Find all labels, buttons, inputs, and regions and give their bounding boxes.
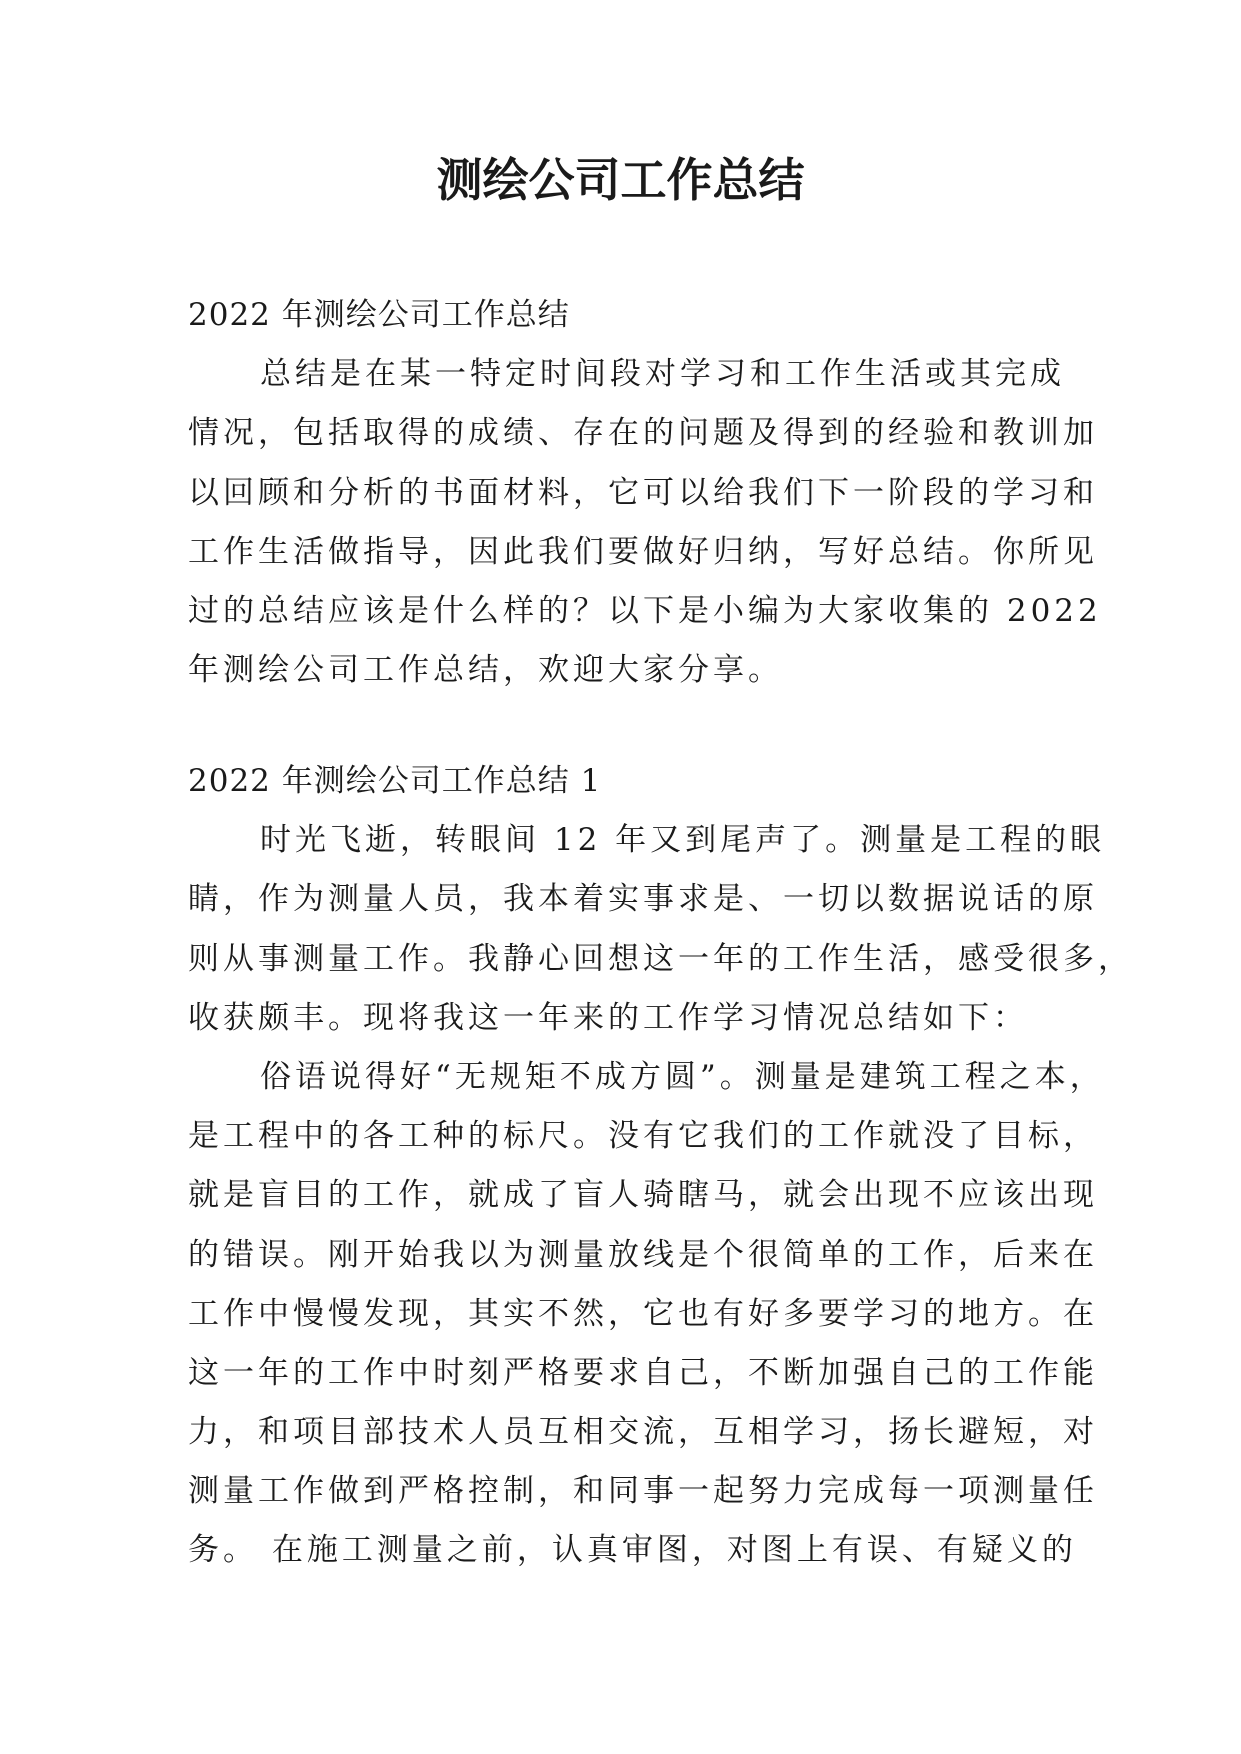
- section-1: [188, 752, 1133, 1581]
- paragraph-line: 工作生活做指导，因此我们要做好归纳，写好总结。你所见: [188, 533, 1098, 570]
- paragraph-line: 睛，作为测量人员，我本着实事求是、一切以数据说话的原: [188, 881, 1098, 918]
- section-1-paragraph-1: [188, 811, 1133, 1048]
- paragraph-line: 的错误。刚开始我以为测量放线是个很简单的工作，后来在: [188, 1236, 1098, 1273]
- section-1-heading: 2022 年测绘公司工作总结 1: [188, 763, 602, 799]
- paragraph-line: 时光飞逝，转眼间 12 年又到尾声了。测量是工程的眼: [260, 822, 1106, 859]
- section-1-paragraph-2: [188, 1048, 1105, 1581]
- paragraph-line: 工作中慢慢发现，其实不然，它也有好多要学习的地方。在: [188, 1295, 1098, 1332]
- paragraph-line: 年测绘公司工作总结，欢迎大家分享。: [188, 652, 783, 689]
- paragraph-line: 务。 在施工测量之前，认真审图，对图上有误、有疑义的: [188, 1532, 1077, 1569]
- paragraph-line: 俗语说得好“无规矩不成方圆”。测量是建筑工程之本，: [260, 1058, 1105, 1095]
- paragraph-line: 力，和项目部技术人员互相交流，互相学习，扬长避短，对: [188, 1414, 1098, 1451]
- intro-section: [188, 286, 1102, 700]
- document-title: 测绘公司工作总结: [436, 153, 805, 207]
- paragraph-line: 过的总结应该是什么样的？以下是小编为大家收集的 2022: [188, 592, 1102, 629]
- paragraph-line: 是工程中的各工种的标尺。没有它我们的工作就没了目标，: [188, 1118, 1098, 1155]
- paragraph-line: 情况，包括取得的成绩、存在的问题及得到的经验和教训加: [188, 415, 1098, 452]
- paragraph-line: 测量工作做到严格控制，和同事一起努力完成每一项测量任: [188, 1473, 1098, 1510]
- paragraph-line: 就是盲目的工作，就成了盲人骑瞎马，就会出现不应该出现: [188, 1177, 1098, 1214]
- paragraph-line: 以回顾和分析的书面材料，它可以给我们下一阶段的学习和: [188, 474, 1098, 511]
- intro-heading: 2022 年测绘公司工作总结: [188, 297, 570, 333]
- paragraph-line: 这一年的工作中时刻严格要求自己，不断加强自己的工作能: [188, 1354, 1098, 1391]
- paragraph-line: 则从事测量工作。我静心回想这一年的工作生活，感受很多，: [188, 940, 1133, 977]
- paragraph-line: 总结是在某一特定时间段对学习和工作生活或其完成: [260, 356, 1065, 393]
- paragraph-line: 收获颇丰。现将我这一年来的工作学习情况总结如下：: [188, 999, 1028, 1036]
- intro-paragraph: [188, 345, 1102, 700]
